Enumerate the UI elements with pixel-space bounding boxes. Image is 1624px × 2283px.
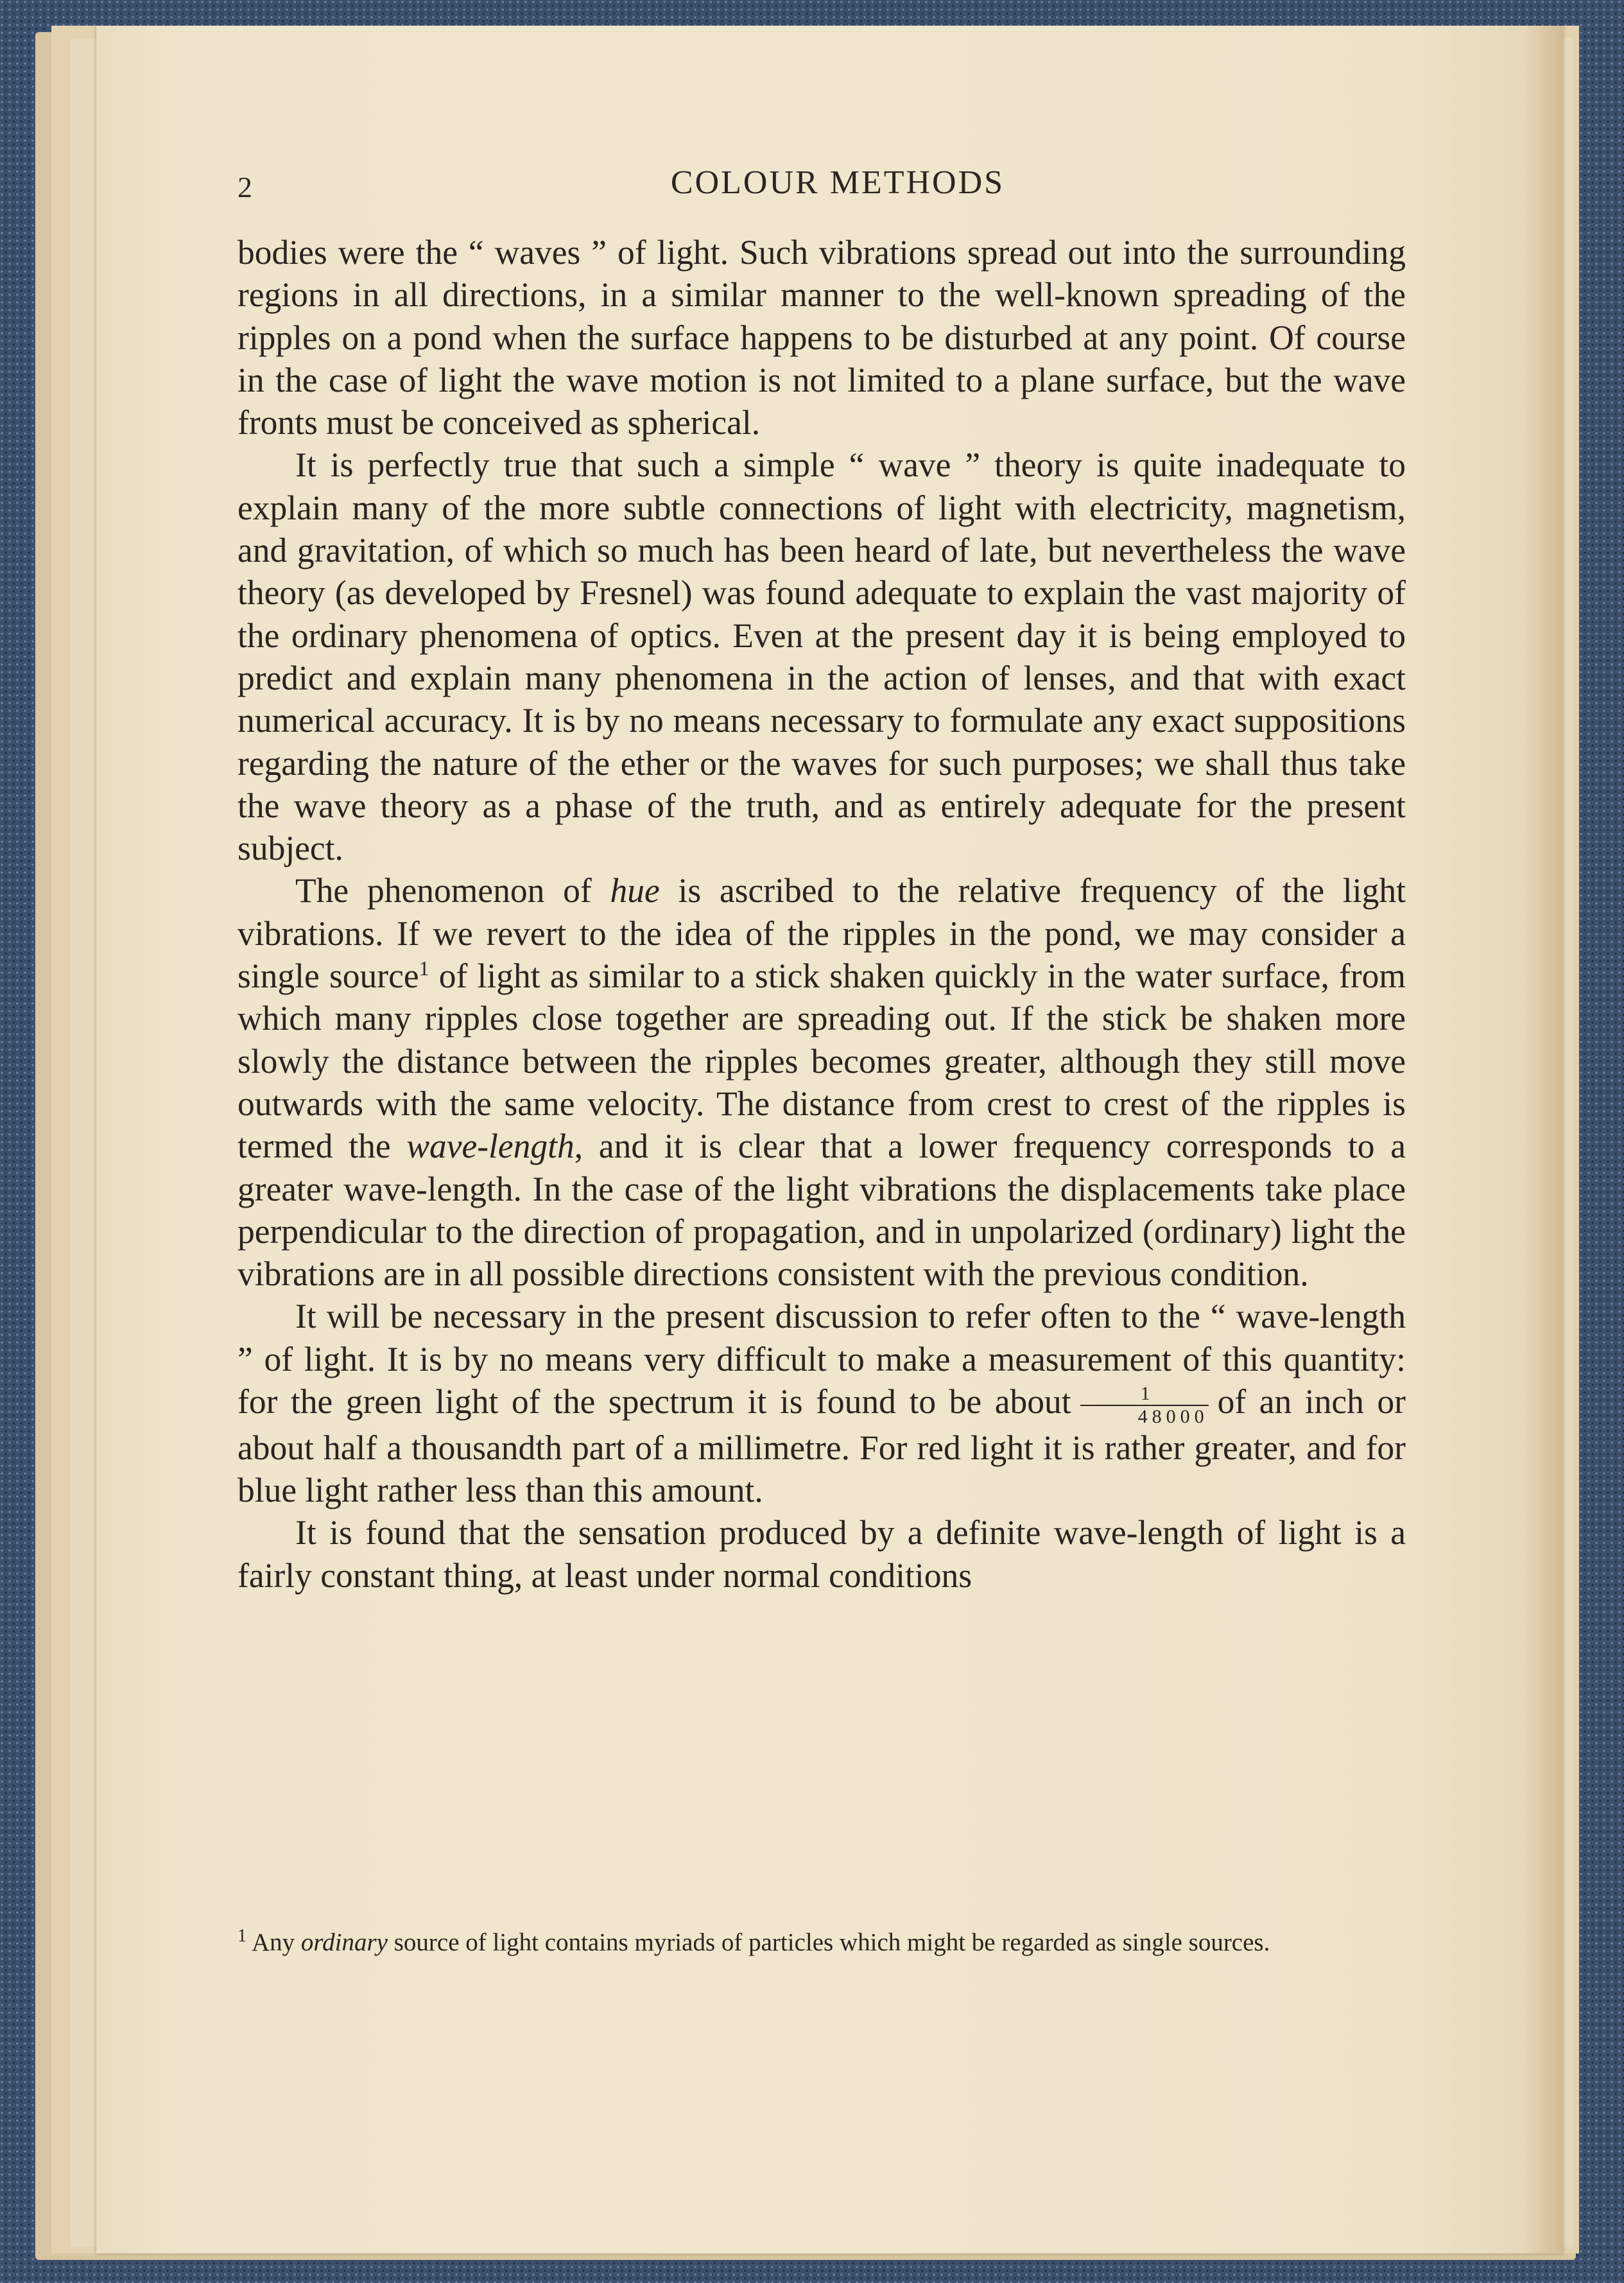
italic-term-hue: hue [610, 871, 660, 910]
paragraph-4 [238, 1295, 1406, 1511]
page-header [238, 164, 1438, 215]
text-run: source of light contains myriads of particles which might be regarded as single sources. [387, 1929, 1270, 1956]
footnote-reference: 1 [419, 957, 429, 980]
text-run: The phenomenon of [295, 871, 610, 910]
footnote-number: 1 [238, 1926, 246, 1946]
text-run: of light as similar to a stick shaken quickly in the water surface, from which many ripples close together are spreading out. If the stick be shaken more slowly the distance between the ripples becomes greater, although they still move outwards with the same velocity. The distance from crest to crest of the ripples is termed the [238, 957, 1406, 1166]
text-run: Any [252, 1929, 301, 1956]
page-number: 2 [238, 171, 252, 204]
fraction [1080, 1384, 1209, 1427]
footnote [238, 1926, 1419, 1959]
text-run: , and it is clear that a lower frequency corresponds to a greater wave-length. In the case of the light vibrations the displacements take place perpendicular to the direction of propagation, and in unpolarized (ordinary) light the vibrations are in all possible directions consistent with the previous condition. [238, 1127, 1406, 1294]
italic-term-wave-length: wave-length [406, 1127, 574, 1166]
text-run: is ascribed to the relative frequency of the light vibrations. If we revert to the idea of the ripples in the pond, we may consider a single source [238, 871, 1406, 996]
text-run: It will be necessary in the present discussion to refer often to the “ wave-length ” of light. It is by no means very difficult to make a measurement of this quantity: for the green light of the spectrum it is found to be about [238, 1297, 1406, 1421]
text-run: of an inch or about half a thousandth part of a millimetre. For red light it is rather greater, and for blue light rather less than this amount. [238, 1382, 1406, 1510]
spine-shadow [1525, 26, 1563, 2253]
paragraph-3 [238, 869, 1406, 1295]
running-head: COLOUR METHODS [670, 164, 1005, 201]
body-text [238, 231, 1406, 1597]
fraction-numerator: 1 [1080, 1384, 1209, 1406]
paragraph-1: bodies were the “ waves ” of light. Such vibrations spread out into the surrounding regions in all directions, in a similar manner to the well-known spreading of the ripples on a pond when the surface happens to be disturbed at any point. Of course in the case of light the wave motion is not limited to a plane surface, but the wave fronts must be conceived as spherical. [238, 233, 1406, 442]
fraction-denominator: 48000 [1137, 1405, 1209, 1427]
paragraph-2: It is perfectly true that such a simple “ wave ” theory is quite inadequate to explain many of the more subtle connections of light with electricity, magnetism, and gravitation, of which so much has been heard of late, but nevertheless the wave theory (as developed by Fresnel) was found adequate to explain the vast majority of the ordinary phenomena of optics. Even at the present day it is being employed to predict and explain many phenomena in the action of lenses, and that with exact numerical accuracy. It is by no means necessary to formulate any exact suppositions regarding the nature of the ether or the waves for such purposes; we shall thus take the wave theory as a phase of the truth, and as entirely adequate for the present subject. [238, 446, 1406, 868]
italic-term-ordinary: ordinary [300, 1929, 388, 1956]
paragraph-5: It is found that the sensation produced by a definite wave-length of light is a fairly constant thing, at least under normal conditions [238, 1513, 1406, 1595]
